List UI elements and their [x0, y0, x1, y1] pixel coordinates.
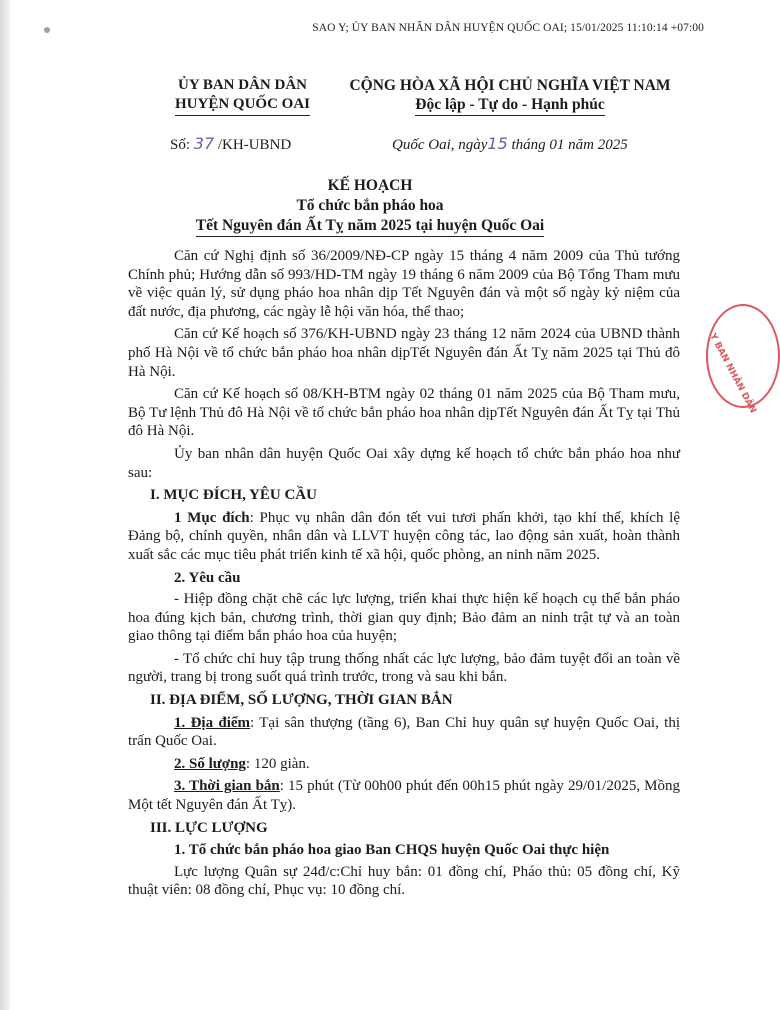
paragraph-legal-basis-1: Căn cứ Nghị định số 36/2009/NĐ-CP ngày 15 tháng 4 năm 2009 của Thủ tướng Chính phủ; Hướng dẫn số 993/HD-TM ngày 19 tháng 6 năm 2009 của Bộ Tổng Tham mưu về việc quản lý, sử dụng pháo hoa nhân dịp Tết Nguyên đán và một số ngày kỷ niệm của đất nước, địa phương, các ngày lễ hội văn hóa, thể thao;: [128, 248, 680, 320]
time-text: : 15 phút (Từ 00h00 phút đến 00h15 phút ngày 29/01/2025, Mồng Một tết Nguyên đán Ất Tỵ).: [128, 778, 680, 814]
location-paragraph: [128, 714, 680, 751]
purpose-label: 1 Mục đích: [174, 509, 250, 526]
paragraph-intro: Ủy ban nhân dân huyện Quốc Oai xây dựng kế hoạch tổ chức bắn pháo hoa như sau:: [128, 445, 680, 481]
time-label: 3. Thời gian bắn: [174, 778, 280, 795]
document-title: [0, 176, 740, 237]
digital-copy-stamp: SAO Y; ỦY BAN NHÂN DÂN HUYỆN QUỐC OAI; 15/01/2025 11:10:14 +07:00: [312, 22, 704, 34]
requirement-heading: 2. Yêu cầu: [174, 569, 241, 586]
document-number: [170, 134, 291, 154]
section-1-heading: I. MỤC ĐÍCH, YÊU CẦU: [150, 487, 317, 504]
purpose-text: : Phục vụ nhân dân đón tết vui tươi phấn khởi, tạo khí thế, khích lệ Đảng bộ, chính quyền, nhân dân và LLVT huyện công tác, lao động sản xuất, hoàn thành xuất sắc các mục tiêu phát triển kinh tế xã hội, quốc phòng, an ninh năm 2025.: [128, 509, 681, 563]
seal-text: Y BAN NHÂN DÂN: [707, 332, 758, 416]
red-seal: [706, 304, 780, 416]
location-text: : Tại sân thượng (tầng 6), Ban Chỉ huy quân sự huyện Quốc Oai, thị trấn Quốc Oai.: [128, 714, 680, 750]
location-label: 1. Địa điểm: [174, 714, 251, 731]
quantity-text: : 120 giàn.: [245, 755, 310, 772]
time-paragraph: [128, 777, 680, 814]
forces-paragraph: Lực lượng Quân sự 24đ/c:Chỉ huy bắn: 01 đồng chí, Pháo thủ: 05 đồng chí, Kỹ thuật viên: 08 đồng chí, Phục vụ: 10 đồng chí.: [128, 863, 680, 899]
scan-dot: [44, 27, 50, 33]
date-suffix: tháng 01 năm 2025: [511, 137, 628, 153]
agency-name-line2-text: HUYỆN QUỐC OAI: [175, 95, 310, 116]
date-prefix: Quốc Oai, ngày: [392, 137, 488, 153]
document-date: [392, 134, 628, 154]
date-day-handwritten: 15: [487, 134, 508, 153]
scan-edge-shadow: [0, 0, 10, 1010]
national-motto: [330, 95, 690, 116]
title-line2: Tổ chức bắn pháo hoa: [296, 197, 444, 214]
section-3-subheading: 1. Tổ chức bắn pháo hoa giao Ban CHQS huyện Quốc Oai thực hiện: [174, 842, 610, 859]
requirement-2: - Tổ chức chỉ huy tập trung thống nhất các lực lượng, bảo đảm tuyệt đối an toàn về người, trang bị trong suốt quá trình trước, trong và sau khi bắn.: [128, 650, 680, 686]
quantity-label: 2. Số lượng: [174, 755, 246, 772]
paragraph-legal-basis-2: Căn cứ Kế hoạch số 376/KH-UBND ngày 23 tháng 12 năm 2024 của UBND thành phố Hà Nội về tổ chức bắn pháo hoa nhân dịpTết Nguyên đán Ất Tỵ năm 2025 tại Thủ đô Hà Nội.: [128, 326, 680, 380]
title-line3: [0, 216, 740, 237]
title-line3-text: Tết Nguyên đán Ất Tỵ năm 2025 tại huyện Quốc Oai: [196, 216, 545, 237]
document-body: [128, 247, 680, 904]
so-label: Số:: [170, 137, 191, 153]
national-title: CỘNG HÒA XÃ HỘI CHỦ NGHĨA VIỆT NAM: [349, 77, 671, 94]
title-line1: KẾ HOẠCH: [327, 177, 413, 194]
quantity-paragraph: [128, 755, 680, 774]
agency-name-line2: [155, 95, 330, 116]
section-3-heading: III. LỰC LƯỢNG: [150, 819, 268, 836]
paragraph-legal-basis-3: Căn cứ Kế hoạch số 08/KH-BTM ngày 02 tháng 01 năm 2025 của Bộ Tham mưu, Bộ Tư lệnh Thủ đô Hà Nội về tổ chức bắn pháo hoa nhân dịpTết Nguyên đán Ất Tỵ tại Thủ đô Hà Nội.: [128, 386, 680, 440]
section-1-purpose: [128, 509, 680, 565]
so-suffix: /KH-UBND: [217, 137, 292, 153]
requirement-1: - Hiệp đồng chặt chẽ các lực lượng, triển khai thực hiện kế hoạch cụ thể bắn pháo hoa đúng kịch bản, chương trình, thời gian quy định; Bảo đảm an ninh trật tự và an toàn giao thông tại điểm bắn pháo hoa của huyện;: [128, 591, 680, 645]
national-motto-text: Độc lập - Tự do - Hạnh phúc: [415, 95, 604, 116]
agency-name-line1: ỦY BAN DÂN DÂN: [177, 77, 308, 93]
section-2-heading: II. ĐỊA ĐIỂM, SỐ LƯỢNG, THỜI GIAN BẮN: [150, 692, 453, 709]
so-number-handwritten: 37: [193, 134, 215, 153]
